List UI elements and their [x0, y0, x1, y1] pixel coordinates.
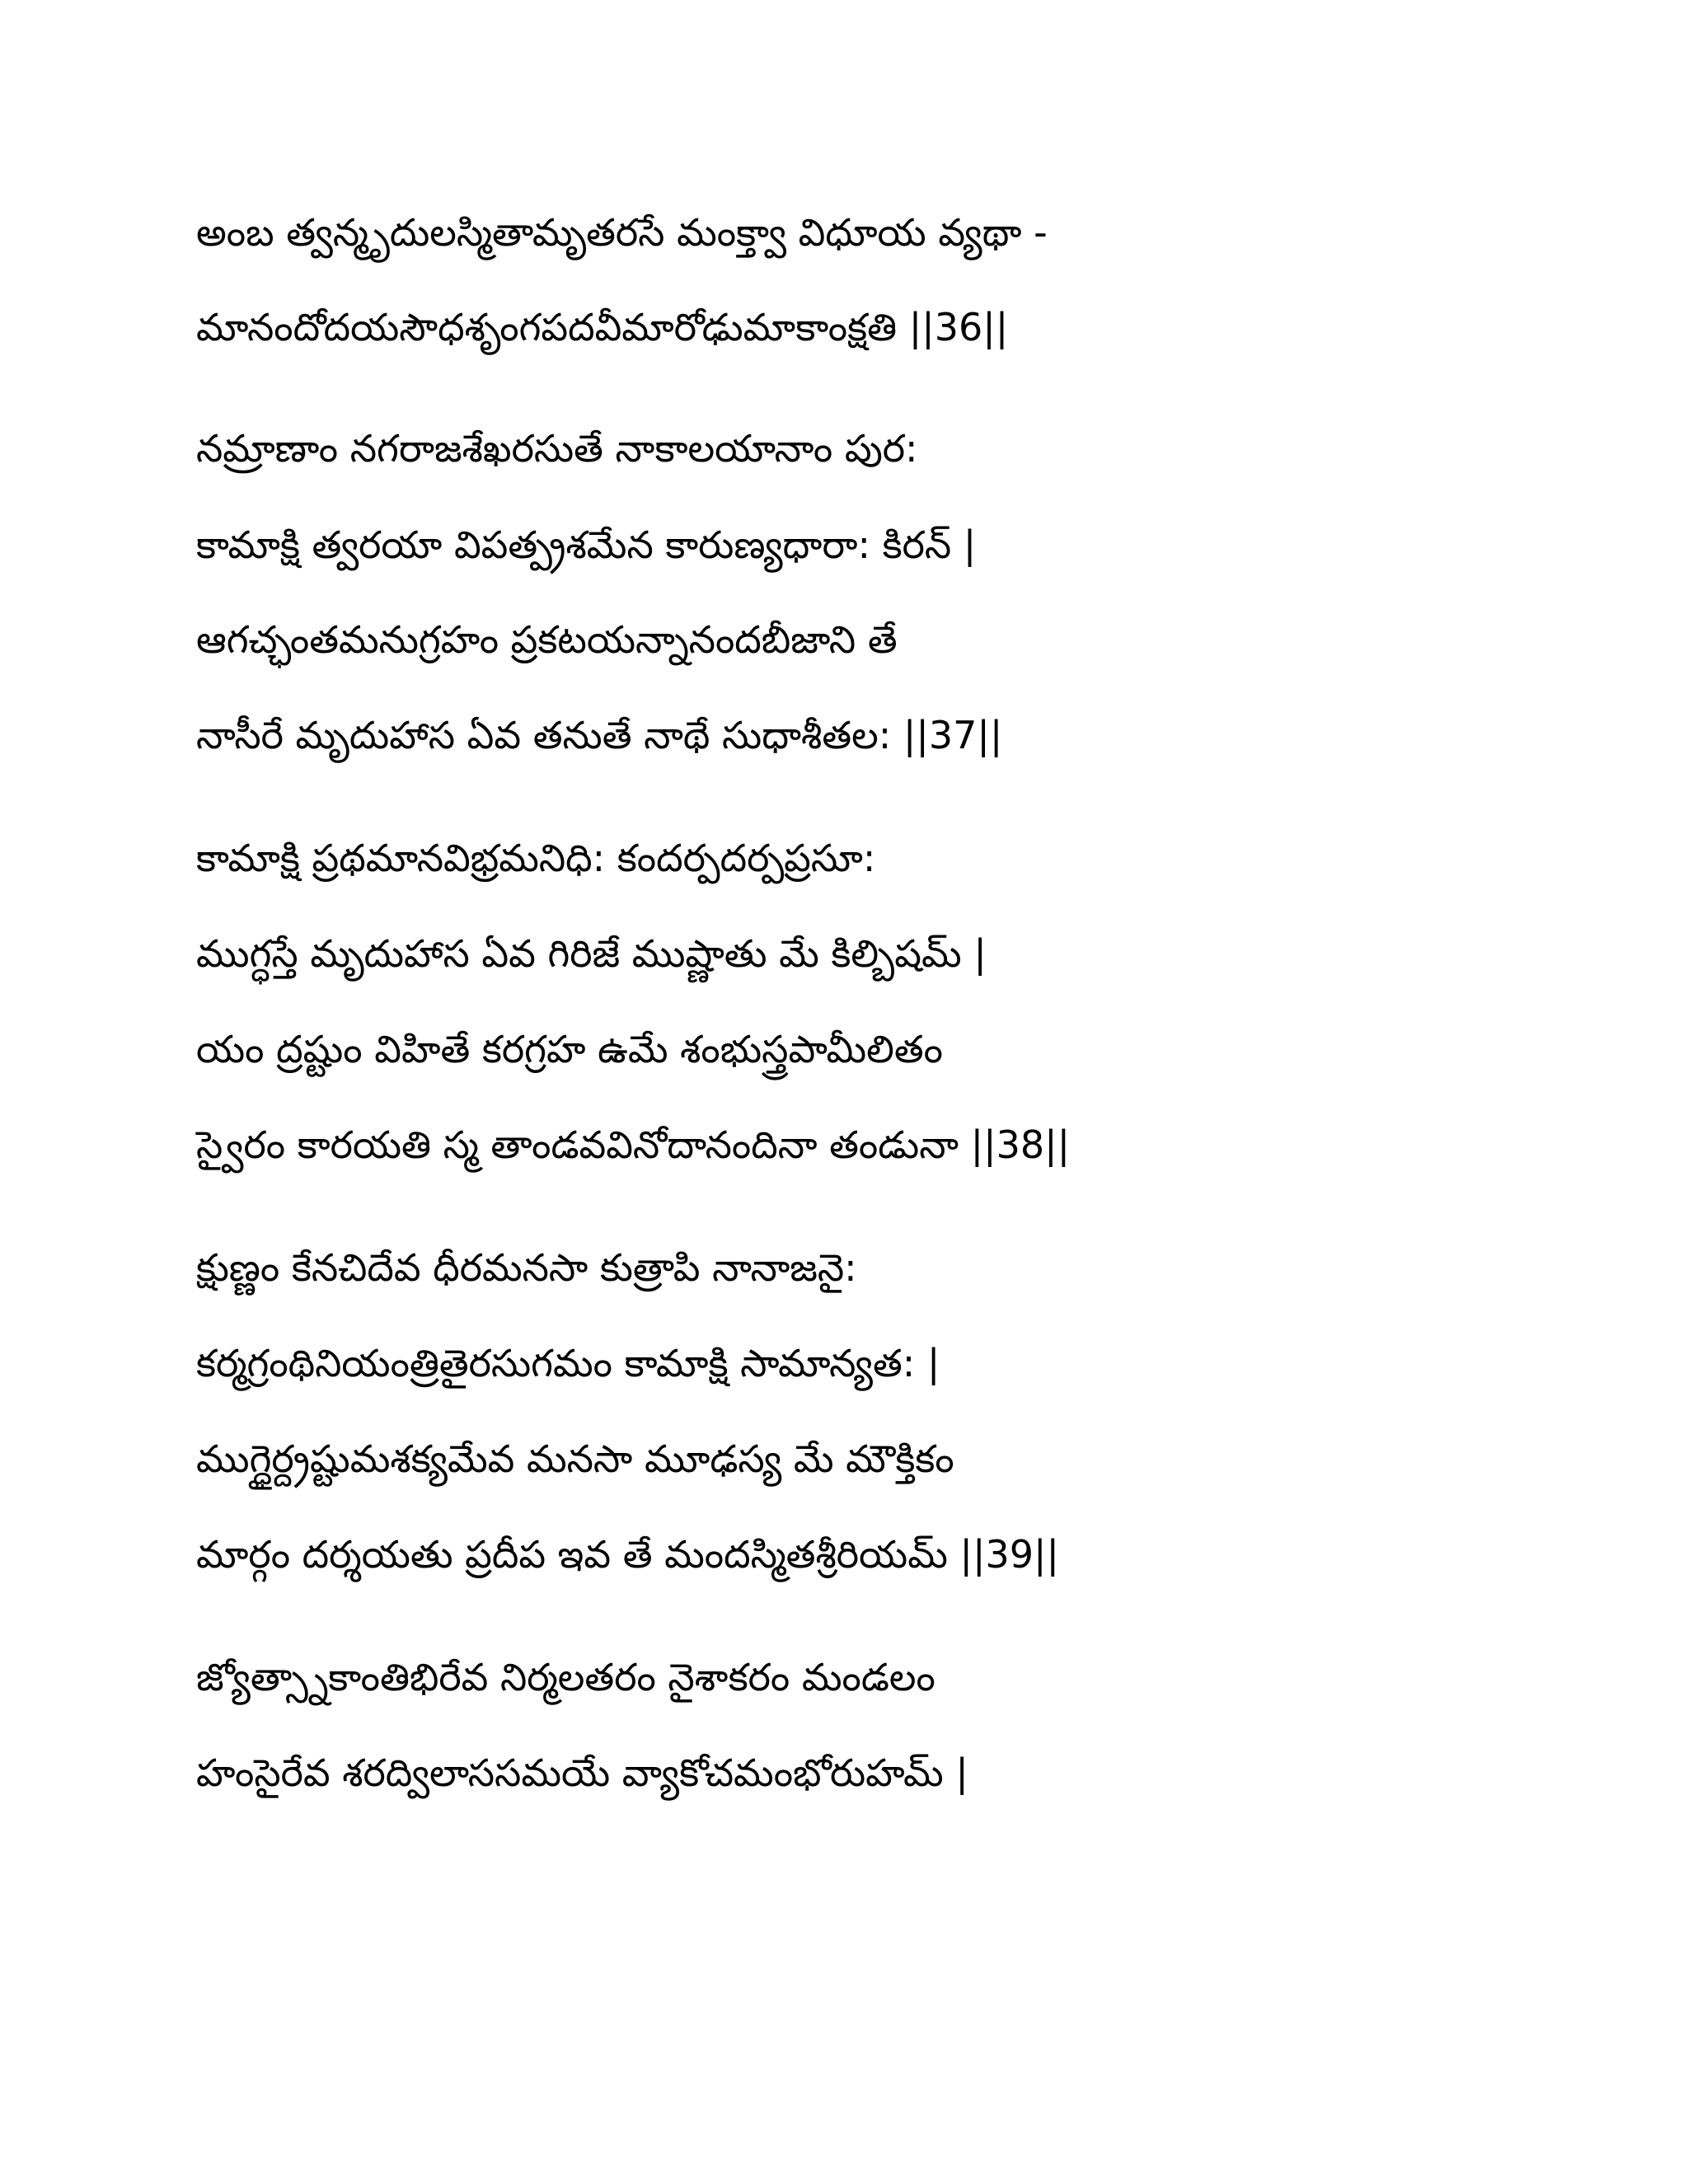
verse-line: నమ్రాణాం నగరాజశేఖరసుతే నాకాలయానాం పుర: — [196, 426, 918, 471]
verse-line: యం ద్రష్టుం విహితే కరగ్రహ ఉమే శంభుస్త్రపామీలితం — [196, 1027, 943, 1071]
verse-line: మానందోదయసౌధశృంగపదవీమారోఢుమాకాంక్షతి ||36|| — [196, 305, 1009, 349]
verse-line: ముగ్ధస్తే మృదుహాస ఏవ గిరిజే ముష్ణాతు మే కిల్బిషమ్ | — [196, 931, 987, 976]
verse-line: స్వైరం కారయతి స్మ తాండవవినోదానందినా తండునా ||38|| — [196, 1122, 1071, 1167]
verse-line: నాసీరే మృదుహాస ఏవ తనుతే నాథే సుధాశీతల: ||37|| — [196, 713, 1003, 757]
verse-line: అంబ త్వన్మృదులస్మితామృతరసే మంక్త్వా విధూయ వ్యథా - — [196, 210, 1048, 255]
verse-line: కామాక్షి త్వరయా విపత్ప్రశమేన కారుణ్యధారా: కిరన్ | — [196, 523, 977, 567]
verse-line: ఆగచ్ఛంతమనుగ్రహం ప్రకటయన్నానందబీజాని తే — [196, 617, 898, 662]
verse-line: కామాక్షి ప్రథమానవిభ్రమనిధి: కందర్పదర్పప్రసూ: — [196, 836, 876, 880]
verse-line: హంసైరేవ శరద్విలాససమయే వ్యాకోచమంభోరుహమ్ | — [196, 1750, 968, 1795]
verse-line: జ్యోత్స్నాకాంతిభిరేవ నిర్మలతరం నైశాకరం మండలం — [196, 1655, 935, 1699]
verse-line: కర్మగ్రంథినియంత్రితైరసుగమం కామాక్షి సామాన్యత: | — [196, 1341, 940, 1385]
verse-line: మార్గం దర్శయతు ప్రదీప ఇవ తే మందస్మితశ్రీరియమ్ ||39|| — [196, 1532, 1060, 1577]
verse-line: క్షుణ్ణం కేనచిదేవ ధీరమనసా కుత్రాపి నానాజనై: — [196, 1245, 857, 1290]
verse-line: ముగ్ధైర్ద్రష్టుమశక్యమేవ మనసా మూఢస్య మే మౌక్తికం — [196, 1436, 954, 1481]
